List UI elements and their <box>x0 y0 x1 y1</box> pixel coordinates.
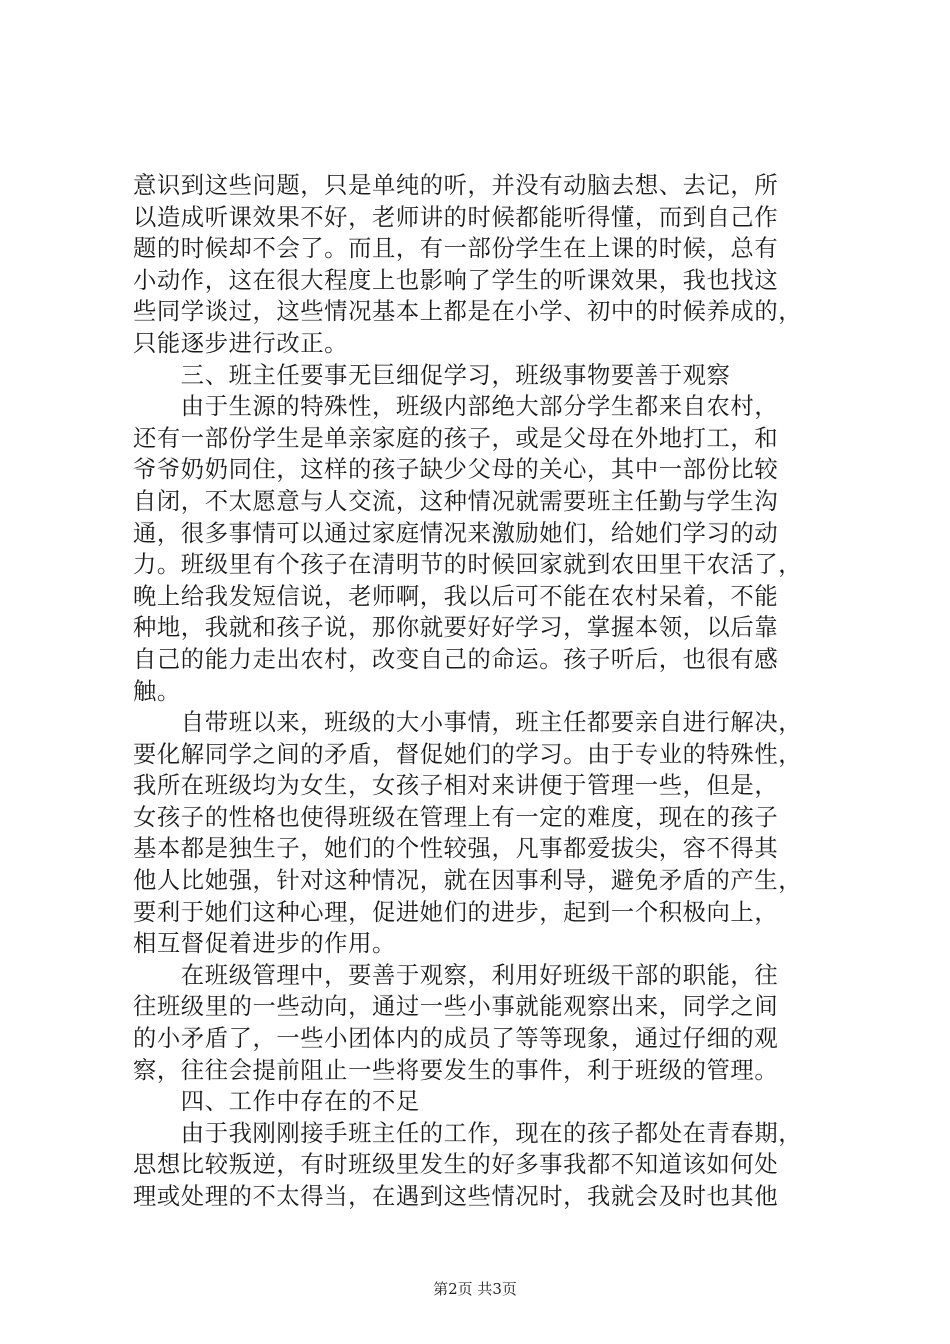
text-line: 在班级管理中，要善于观察，利用好班级干部的职能，往 <box>133 961 779 989</box>
text-line: 的小矛盾了，一些小团体内的成员了等等现象，通过仔细的观 <box>133 1025 779 1053</box>
text-line: 意识到这些问题，只是单纯的听，并没有动脑去想、去记，所 <box>133 172 779 199</box>
text-line: 相互督促着进步的作用。 <box>133 930 396 958</box>
page-number-footer: 第2页 共3页 <box>433 1280 517 1298</box>
text-line: 我所在班级均为女生，女孩子相对来讲便于管理一些，但是， <box>133 772 779 800</box>
text-line: 女孩子的性格也使得班级在管理上有一定的难度，现在的孩子 <box>133 803 779 831</box>
document-body <box>133 170 843 1213</box>
text-line: 只能逐步进行改正。 <box>133 329 349 357</box>
text-line: 理或处理的不太得当，在遇到这些情况时，我就会及时也其他 <box>133 1183 779 1210</box>
text-line: 他人比她强，针对这种情况，就在因事利导，避免矛盾的产生， <box>133 867 803 895</box>
text-line: 思想比较叛逆，有时班级里发生的好多事我都不知道该如何处 <box>133 1151 779 1179</box>
text-line: 触。 <box>133 677 181 705</box>
text-line: 晚上给我发短信说，老师啊，我以后可不能在农村呆着，不能 <box>133 582 779 610</box>
text-line: 察，往往会提前阻止一些将要发生的事件，利于班级的管理。 <box>133 1056 779 1084</box>
section-heading: 四、工作中存在的不足 <box>133 1088 420 1116</box>
text-line: 小动作，这在很大程度上也影响了学生的听课效果，我也找这 <box>133 266 779 294</box>
text-line: 题的时候却不会了。而且，有一部份学生在上课的时候，总有 <box>133 235 779 263</box>
text-line: 些同学谈过，这些情况基本上都是在小学、初中的时候养成的， <box>133 298 803 326</box>
text-line: 要利于她们这种心理，促进她们的进步，起到一个积极向上， <box>133 898 779 926</box>
text-line: 通，很多事情可以通过家庭情况来激励她们，给她们学习的动 <box>133 519 779 547</box>
text-line: 以造成听课效果不好，老师讲的时候都能听得懂，而到自己作 <box>133 203 779 231</box>
text-line: 由于我刚刚接手班主任的工作，现在的孩子都处在青春期， <box>133 1119 803 1147</box>
text-line: 自己的能力走出农村，改变自己的命运。孩子听后，也很有感 <box>133 645 779 673</box>
text-line: 由于生源的特殊性，班级内部绝大部分学生都来自农村， <box>133 393 779 421</box>
text-line: 种地，我就和孩子说，那你就要好好学习，掌握本领，以后靠 <box>133 614 779 642</box>
section-heading: 三、班主任要事无巨细促学习，班级事物要善于观察 <box>133 361 731 389</box>
text-line: 力。班级里有个孩子在清明节的时候回家就到农田里干农活了， <box>133 551 803 579</box>
text-line: 爷爷奶奶同住，这样的孩子缺少父母的关心，其中一部份比较 <box>133 456 779 484</box>
text-line: 自带班以来，班级的大小事情，班主任都要亲自进行解决， <box>133 709 803 737</box>
text-line: 往班级里的一些动向，通过一些小事就能观察出来，同学之间 <box>133 993 779 1021</box>
text-line: 要化解同学之间的矛盾，督促她们的学习。由于专业的特殊性， <box>133 740 803 768</box>
text-line: 还有一部份学生是单亲家庭的孩子，或是父母在外地打工，和 <box>133 424 779 452</box>
text-line: 自闭，不太愿意与人交流，这种情况就需要班主任勤与学生沟 <box>133 487 779 515</box>
text-line: 基本都是独生子，她们的个性较强，凡事都爱拔尖，容不得其 <box>133 835 779 863</box>
